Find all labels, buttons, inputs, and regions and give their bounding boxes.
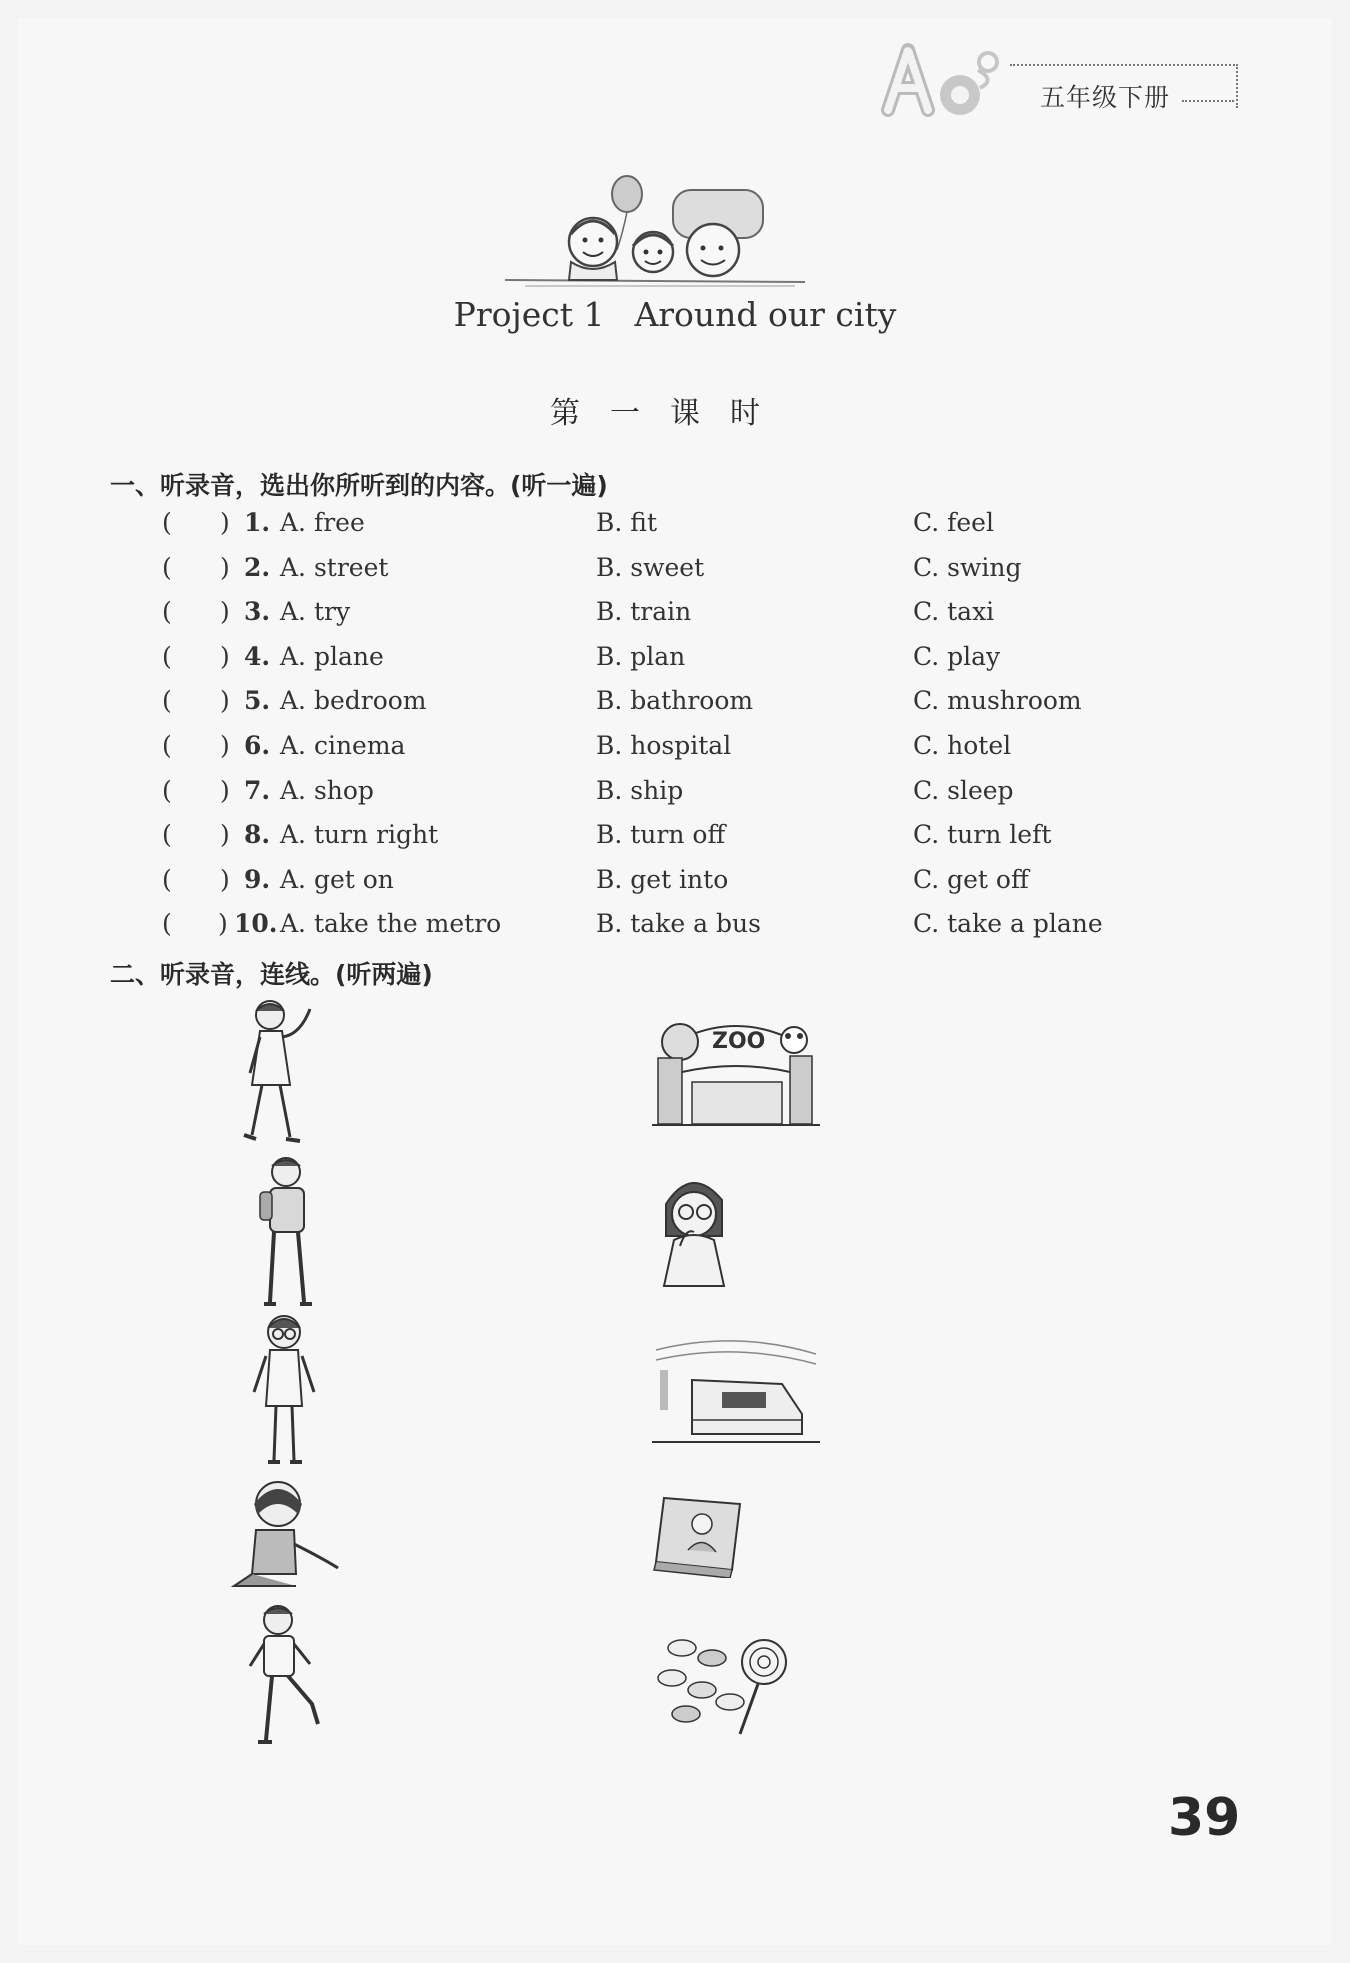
answer-paren-close: ) [220, 642, 230, 671]
zoo-gate-picture[interactable] [652, 1012, 820, 1130]
answer-paren-close: ) [220, 508, 230, 537]
option-a: A. take the metro [280, 909, 502, 938]
option-b: B. hospital [596, 731, 732, 760]
kids-with-balloon-illustration [505, 172, 805, 290]
project-number: Project 1 [453, 295, 605, 334]
question-row [0, 508, 1350, 548]
question-row [0, 865, 1350, 905]
lesson-title: 第一课时 [550, 396, 790, 431]
option-a: A. try [280, 597, 351, 626]
option-b: B. sweet [596, 553, 705, 582]
answer-paren-open[interactable]: ( [162, 776, 172, 805]
answer-paren-open[interactable]: ( [162, 731, 172, 760]
question-number: 1. [244, 508, 271, 537]
option-b: B. take a bus [596, 909, 761, 938]
answer-paren-close: ) [220, 597, 230, 626]
question-row [0, 553, 1350, 593]
question-row [0, 642, 1350, 682]
question-number: 3. [244, 597, 271, 626]
question-row [0, 686, 1350, 726]
option-c: C. mushroom [913, 686, 1082, 715]
question-number: 5. [244, 686, 271, 715]
question-row [0, 776, 1350, 816]
question-row [0, 909, 1350, 949]
option-b: B. bathroom [596, 686, 754, 715]
answer-paren-open[interactable]: ( [162, 642, 172, 671]
boy-with-backpack-picture[interactable] [252, 1152, 322, 1312]
option-b: B. plan [596, 642, 686, 671]
answer-paren-open[interactable]: ( [162, 865, 172, 894]
answer-paren-open[interactable]: ( [162, 909, 172, 938]
answer-paren-close: ) [220, 686, 230, 715]
answer-paren-close: ) [220, 731, 230, 760]
page-number: 39 [1168, 1788, 1241, 1848]
waving-girl-picture[interactable] [238, 995, 324, 1145]
answer-paren-open[interactable]: ( [162, 820, 172, 849]
brand-logo-icon [878, 40, 1018, 120]
option-b: B. turn off [596, 820, 726, 849]
option-c: C. feel [913, 508, 994, 537]
question-row [0, 731, 1350, 771]
option-c: C. taxi [913, 597, 995, 626]
answer-paren-open[interactable]: ( [162, 686, 172, 715]
question-number: 7. [244, 776, 271, 805]
running-boy-picture[interactable] [244, 1600, 326, 1750]
answer-paren-open[interactable]: ( [162, 553, 172, 582]
girl-sitting-picture[interactable] [226, 1474, 352, 1594]
question-number: 2. [244, 553, 271, 582]
option-c: C. play [913, 642, 1001, 671]
answer-paren-close: ) [220, 820, 230, 849]
option-a: A. street [280, 553, 389, 582]
option-c: C. sleep [913, 776, 1014, 805]
question-row [0, 820, 1350, 860]
option-c: C. swing [913, 553, 1022, 582]
option-a: A. cinema [280, 731, 406, 760]
option-b: B. get into [596, 865, 729, 894]
option-a: A. shop [280, 776, 374, 805]
option-b: B. ship [596, 776, 684, 805]
question-number: 9. [244, 865, 271, 894]
section1-heading: 一、听录音，选出你所听到的内容。(听一遍) [110, 471, 608, 500]
option-c: C. hotel [913, 731, 1012, 760]
answer-paren-close: ) [220, 776, 230, 805]
option-a: A. bedroom [280, 686, 427, 715]
option-a: A. turn right [280, 820, 439, 849]
project-name: Around our city [634, 295, 897, 334]
section2-heading: 二、听录音，连线。(听两遍) [110, 960, 433, 989]
project-title [0, 295, 1350, 334]
girl-with-glasses-picture[interactable] [248, 1310, 322, 1470]
question-number: 10. [234, 909, 278, 938]
question-row [0, 597, 1350, 637]
answer-paren-open[interactable]: ( [162, 597, 172, 626]
option-c: C. get off [913, 865, 1029, 894]
question-number: 6. [244, 731, 271, 760]
option-b: B. fit [596, 508, 657, 537]
option-a: A. free [280, 508, 365, 537]
question-number: 4. [244, 642, 271, 671]
option-b: B. train [596, 597, 692, 626]
sweets-and-lollipop-picture[interactable] [652, 1628, 794, 1736]
header-dots [1182, 100, 1234, 102]
answer-paren-close: ) [220, 865, 230, 894]
answer-paren-close: ) [220, 553, 230, 582]
metro-train-picture[interactable] [652, 1330, 820, 1448]
option-c: C. take a plane [913, 909, 1103, 938]
answer-paren-open[interactable]: ( [162, 508, 172, 537]
woman-with-glasses-picture[interactable] [652, 1170, 736, 1288]
zoo-sign-text: ZOO [712, 1029, 766, 1054]
answer-paren-close: ) [218, 909, 228, 938]
question-number: 8. [244, 820, 271, 849]
option-a: A. get on [280, 865, 394, 894]
option-c: C. turn left [913, 820, 1052, 849]
option-a: A. plane [280, 642, 384, 671]
grade-label: 五年级下册 [1040, 83, 1171, 112]
storybook-picture[interactable] [652, 1490, 752, 1578]
